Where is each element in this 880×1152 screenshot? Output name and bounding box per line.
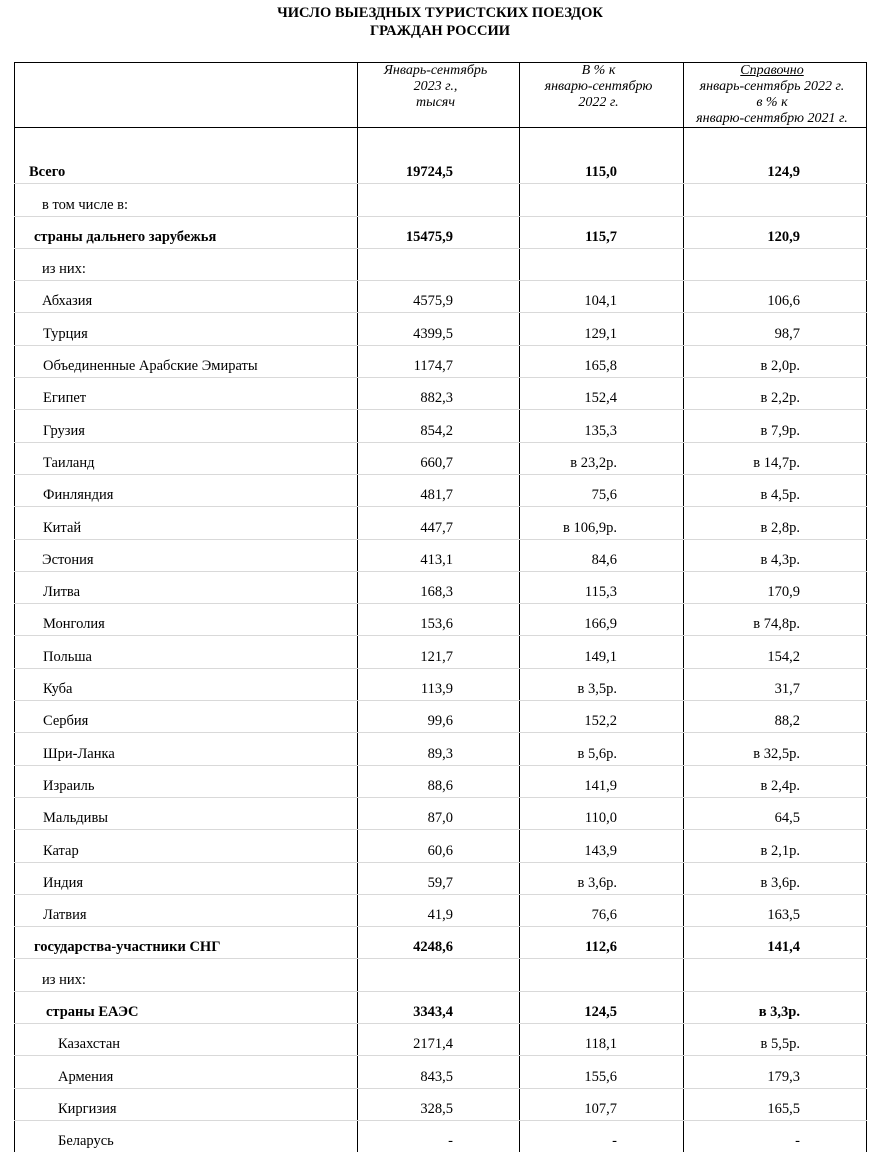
table-row <box>15 765 867 797</box>
row-value: 3343,4 <box>358 991 520 1023</box>
row-ref: в 2,4р. <box>684 765 867 797</box>
row-ref: в 4,5р. <box>684 474 867 506</box>
row-name: Таиланд <box>15 442 358 474</box>
row-name: государства-участники СНГ <box>15 927 358 959</box>
table-row <box>15 604 867 636</box>
row-ref: 179,3 <box>684 1056 867 1088</box>
row-name: Всего <box>15 152 358 184</box>
row-ref: 98,7 <box>684 313 867 345</box>
row-ref <box>684 959 867 991</box>
row-name: из них: <box>15 959 358 991</box>
row-pct: 165,8 <box>520 345 684 377</box>
row-pct: 155,6 <box>520 1056 684 1088</box>
row-ref: в 2,8р. <box>684 507 867 539</box>
spacer-row <box>15 128 867 153</box>
table-row <box>15 1120 867 1152</box>
row-value: 121,7 <box>358 636 520 668</box>
row-name: Эстония <box>15 539 358 571</box>
table-row <box>15 1024 867 1056</box>
row-pct: 115,3 <box>520 571 684 603</box>
row-value: 59,7 <box>358 862 520 894</box>
row-ref: в 3,3р. <box>684 991 867 1023</box>
header-value-line-3: тысяч <box>416 95 455 110</box>
row-name: страны ЕАЭС <box>15 991 358 1023</box>
row-pct: 112,6 <box>520 927 684 959</box>
row-pct <box>520 248 684 280</box>
row-name: Беларусь <box>15 1120 358 1152</box>
table-row <box>15 248 867 280</box>
header-value-line-2: 2023 г., <box>413 79 458 94</box>
row-pct: в 23,2р. <box>520 442 684 474</box>
row-value: 481,7 <box>358 474 520 506</box>
row-value: 153,6 <box>358 604 520 636</box>
table-row <box>15 830 867 862</box>
row-ref: 170,9 <box>684 571 867 603</box>
row-pct: 129,1 <box>520 313 684 345</box>
row-ref: 141,4 <box>684 927 867 959</box>
row-name: Сербия <box>15 701 358 733</box>
row-pct: - <box>520 1120 684 1152</box>
row-value: 99,6 <box>358 701 520 733</box>
row-pct <box>520 184 684 216</box>
row-value: 1174,7 <box>358 345 520 377</box>
row-ref: в 14,7р. <box>684 442 867 474</box>
row-value: 87,0 <box>358 797 520 829</box>
row-pct: 124,5 <box>520 991 684 1023</box>
table-row <box>15 668 867 700</box>
row-name: Армения <box>15 1056 358 1088</box>
table-row <box>15 378 867 410</box>
row-ref: 165,5 <box>684 1088 867 1120</box>
row-value: 843,5 <box>358 1056 520 1088</box>
row-value: 4248,6 <box>358 927 520 959</box>
table-row <box>15 281 867 313</box>
row-name: Индия <box>15 862 358 894</box>
row-value <box>358 248 520 280</box>
row-pct: 135,3 <box>520 410 684 442</box>
header-pct-line-2: январю-сентябрю <box>544 79 653 94</box>
row-value: 413,1 <box>358 539 520 571</box>
row-value <box>358 184 520 216</box>
document-title <box>0 4 880 40</box>
table-row <box>15 442 867 474</box>
table-row-far-abroad <box>15 216 867 248</box>
row-pct: в 3,5р. <box>520 668 684 700</box>
title-line-1: ЧИСЛО ВЫЕЗДНЫХ ТУРИСТСКИХ ПОЕЗДОК <box>277 5 603 21</box>
row-value: 854,2 <box>358 410 520 442</box>
row-value: 328,5 <box>358 1088 520 1120</box>
row-pct: 115,0 <box>520 152 684 184</box>
table-row <box>15 1056 867 1088</box>
row-pct <box>520 959 684 991</box>
table-row <box>15 539 867 571</box>
header-name <box>15 63 358 128</box>
row-ref: 154,2 <box>684 636 867 668</box>
row-pct: 166,9 <box>520 604 684 636</box>
table-row <box>15 701 867 733</box>
row-ref: в 7,9р. <box>684 410 867 442</box>
header-ref-line-4: январю-сентябрю 2021 г. <box>696 111 848 126</box>
row-name: Израиль <box>15 765 358 797</box>
table-row-total <box>15 152 867 184</box>
header-ref <box>684 63 867 128</box>
row-name: Грузия <box>15 410 358 442</box>
row-name: Абхазия <box>15 281 358 313</box>
row-pct: в 106,9р. <box>520 507 684 539</box>
row-value: 447,7 <box>358 507 520 539</box>
row-value <box>358 959 520 991</box>
row-pct: 107,7 <box>520 1088 684 1120</box>
row-value: 4575,9 <box>358 281 520 313</box>
row-name: Монголия <box>15 604 358 636</box>
row-ref: 88,2 <box>684 701 867 733</box>
table-row-eaeu <box>15 991 867 1023</box>
header-pct <box>520 63 684 128</box>
row-name: Финляндия <box>15 474 358 506</box>
row-pct: 110,0 <box>520 797 684 829</box>
row-ref: в 2,2р. <box>684 378 867 410</box>
row-ref <box>684 248 867 280</box>
row-pct: 149,1 <box>520 636 684 668</box>
table-row <box>15 345 867 377</box>
row-value: 882,3 <box>358 378 520 410</box>
row-pct: 141,9 <box>520 765 684 797</box>
row-name: Турция <box>15 313 358 345</box>
row-name: Катар <box>15 830 358 862</box>
row-name: Куба <box>15 668 358 700</box>
row-ref: - <box>684 1120 867 1152</box>
row-ref: 106,6 <box>684 281 867 313</box>
row-ref: 120,9 <box>684 216 867 248</box>
row-pct: 118,1 <box>520 1024 684 1056</box>
row-name: Латвия <box>15 894 358 926</box>
table-row <box>15 733 867 765</box>
row-name: Казахстан <box>15 1024 358 1056</box>
table-row <box>15 571 867 603</box>
header-value <box>358 63 520 128</box>
table-row <box>15 507 867 539</box>
row-value: 2171,4 <box>358 1024 520 1056</box>
row-value: 4399,5 <box>358 313 520 345</box>
row-name: в том числе в: <box>15 184 358 216</box>
row-ref: в 74,8р. <box>684 604 867 636</box>
row-ref <box>684 184 867 216</box>
row-name: Египет <box>15 378 358 410</box>
row-ref: в 2,0р. <box>684 345 867 377</box>
row-value: 168,3 <box>358 571 520 603</box>
table-row <box>15 313 867 345</box>
row-value: 88,6 <box>358 765 520 797</box>
title-line-2: ГРАЖДАН РОССИИ <box>369 23 511 39</box>
table-row <box>15 184 867 216</box>
table-row <box>15 1088 867 1120</box>
table-row <box>15 474 867 506</box>
table-row <box>15 636 867 668</box>
row-value: 15475,9 <box>358 216 520 248</box>
row-value: 19724,5 <box>358 152 520 184</box>
row-value: 113,9 <box>358 668 520 700</box>
row-ref: в 2,1р. <box>684 830 867 862</box>
row-ref: 124,9 <box>684 152 867 184</box>
header-pct-line-3: 2022 г. <box>578 95 619 110</box>
header-ref-line-3: в % к <box>756 95 788 110</box>
row-name: Польша <box>15 636 358 668</box>
row-ref: 163,5 <box>684 894 867 926</box>
row-pct: 84,6 <box>520 539 684 571</box>
table-row <box>15 959 867 991</box>
table-row <box>15 797 867 829</box>
row-pct: 152,4 <box>520 378 684 410</box>
table-row <box>15 410 867 442</box>
table-header-row <box>15 63 867 128</box>
row-ref: в 5,5р. <box>684 1024 867 1056</box>
row-name: Киргизия <box>15 1088 358 1120</box>
row-pct: 152,2 <box>520 701 684 733</box>
row-value: 89,3 <box>358 733 520 765</box>
row-name: Шри-Ланка <box>15 733 358 765</box>
header-ref-line-1: Справочно <box>740 63 804 78</box>
table-row <box>15 894 867 926</box>
row-name: из них: <box>15 248 358 280</box>
header-pct-line-1: В % к <box>581 63 616 78</box>
row-pct: 104,1 <box>520 281 684 313</box>
row-name: Китай <box>15 507 358 539</box>
row-ref: в 4,3р. <box>684 539 867 571</box>
row-name: Литва <box>15 571 358 603</box>
row-value: - <box>358 1120 520 1152</box>
row-value: 60,6 <box>358 830 520 862</box>
row-value: 660,7 <box>358 442 520 474</box>
row-name: страны дальнего зарубежья <box>15 216 358 248</box>
row-ref: в 3,6р. <box>684 862 867 894</box>
header-ref-line-2: январь-сентябрь 2022 г. <box>699 79 845 94</box>
row-pct: 75,6 <box>520 474 684 506</box>
row-pct: в 3,6р. <box>520 862 684 894</box>
row-pct: 76,6 <box>520 894 684 926</box>
table-row-cis <box>15 927 867 959</box>
row-name: Мальдивы <box>15 797 358 829</box>
table-row <box>15 862 867 894</box>
header-value-line-1: Январь-сентябрь <box>383 63 488 78</box>
row-pct: 143,9 <box>520 830 684 862</box>
row-ref: в 32,5р. <box>684 733 867 765</box>
row-pct: 115,7 <box>520 216 684 248</box>
tourist-trips-table <box>14 62 867 1152</box>
row-name: Объединенные Арабские Эмираты <box>15 345 358 377</box>
row-value: 41,9 <box>358 894 520 926</box>
row-ref: 64,5 <box>684 797 867 829</box>
row-pct: в 5,6р. <box>520 733 684 765</box>
row-ref: 31,7 <box>684 668 867 700</box>
